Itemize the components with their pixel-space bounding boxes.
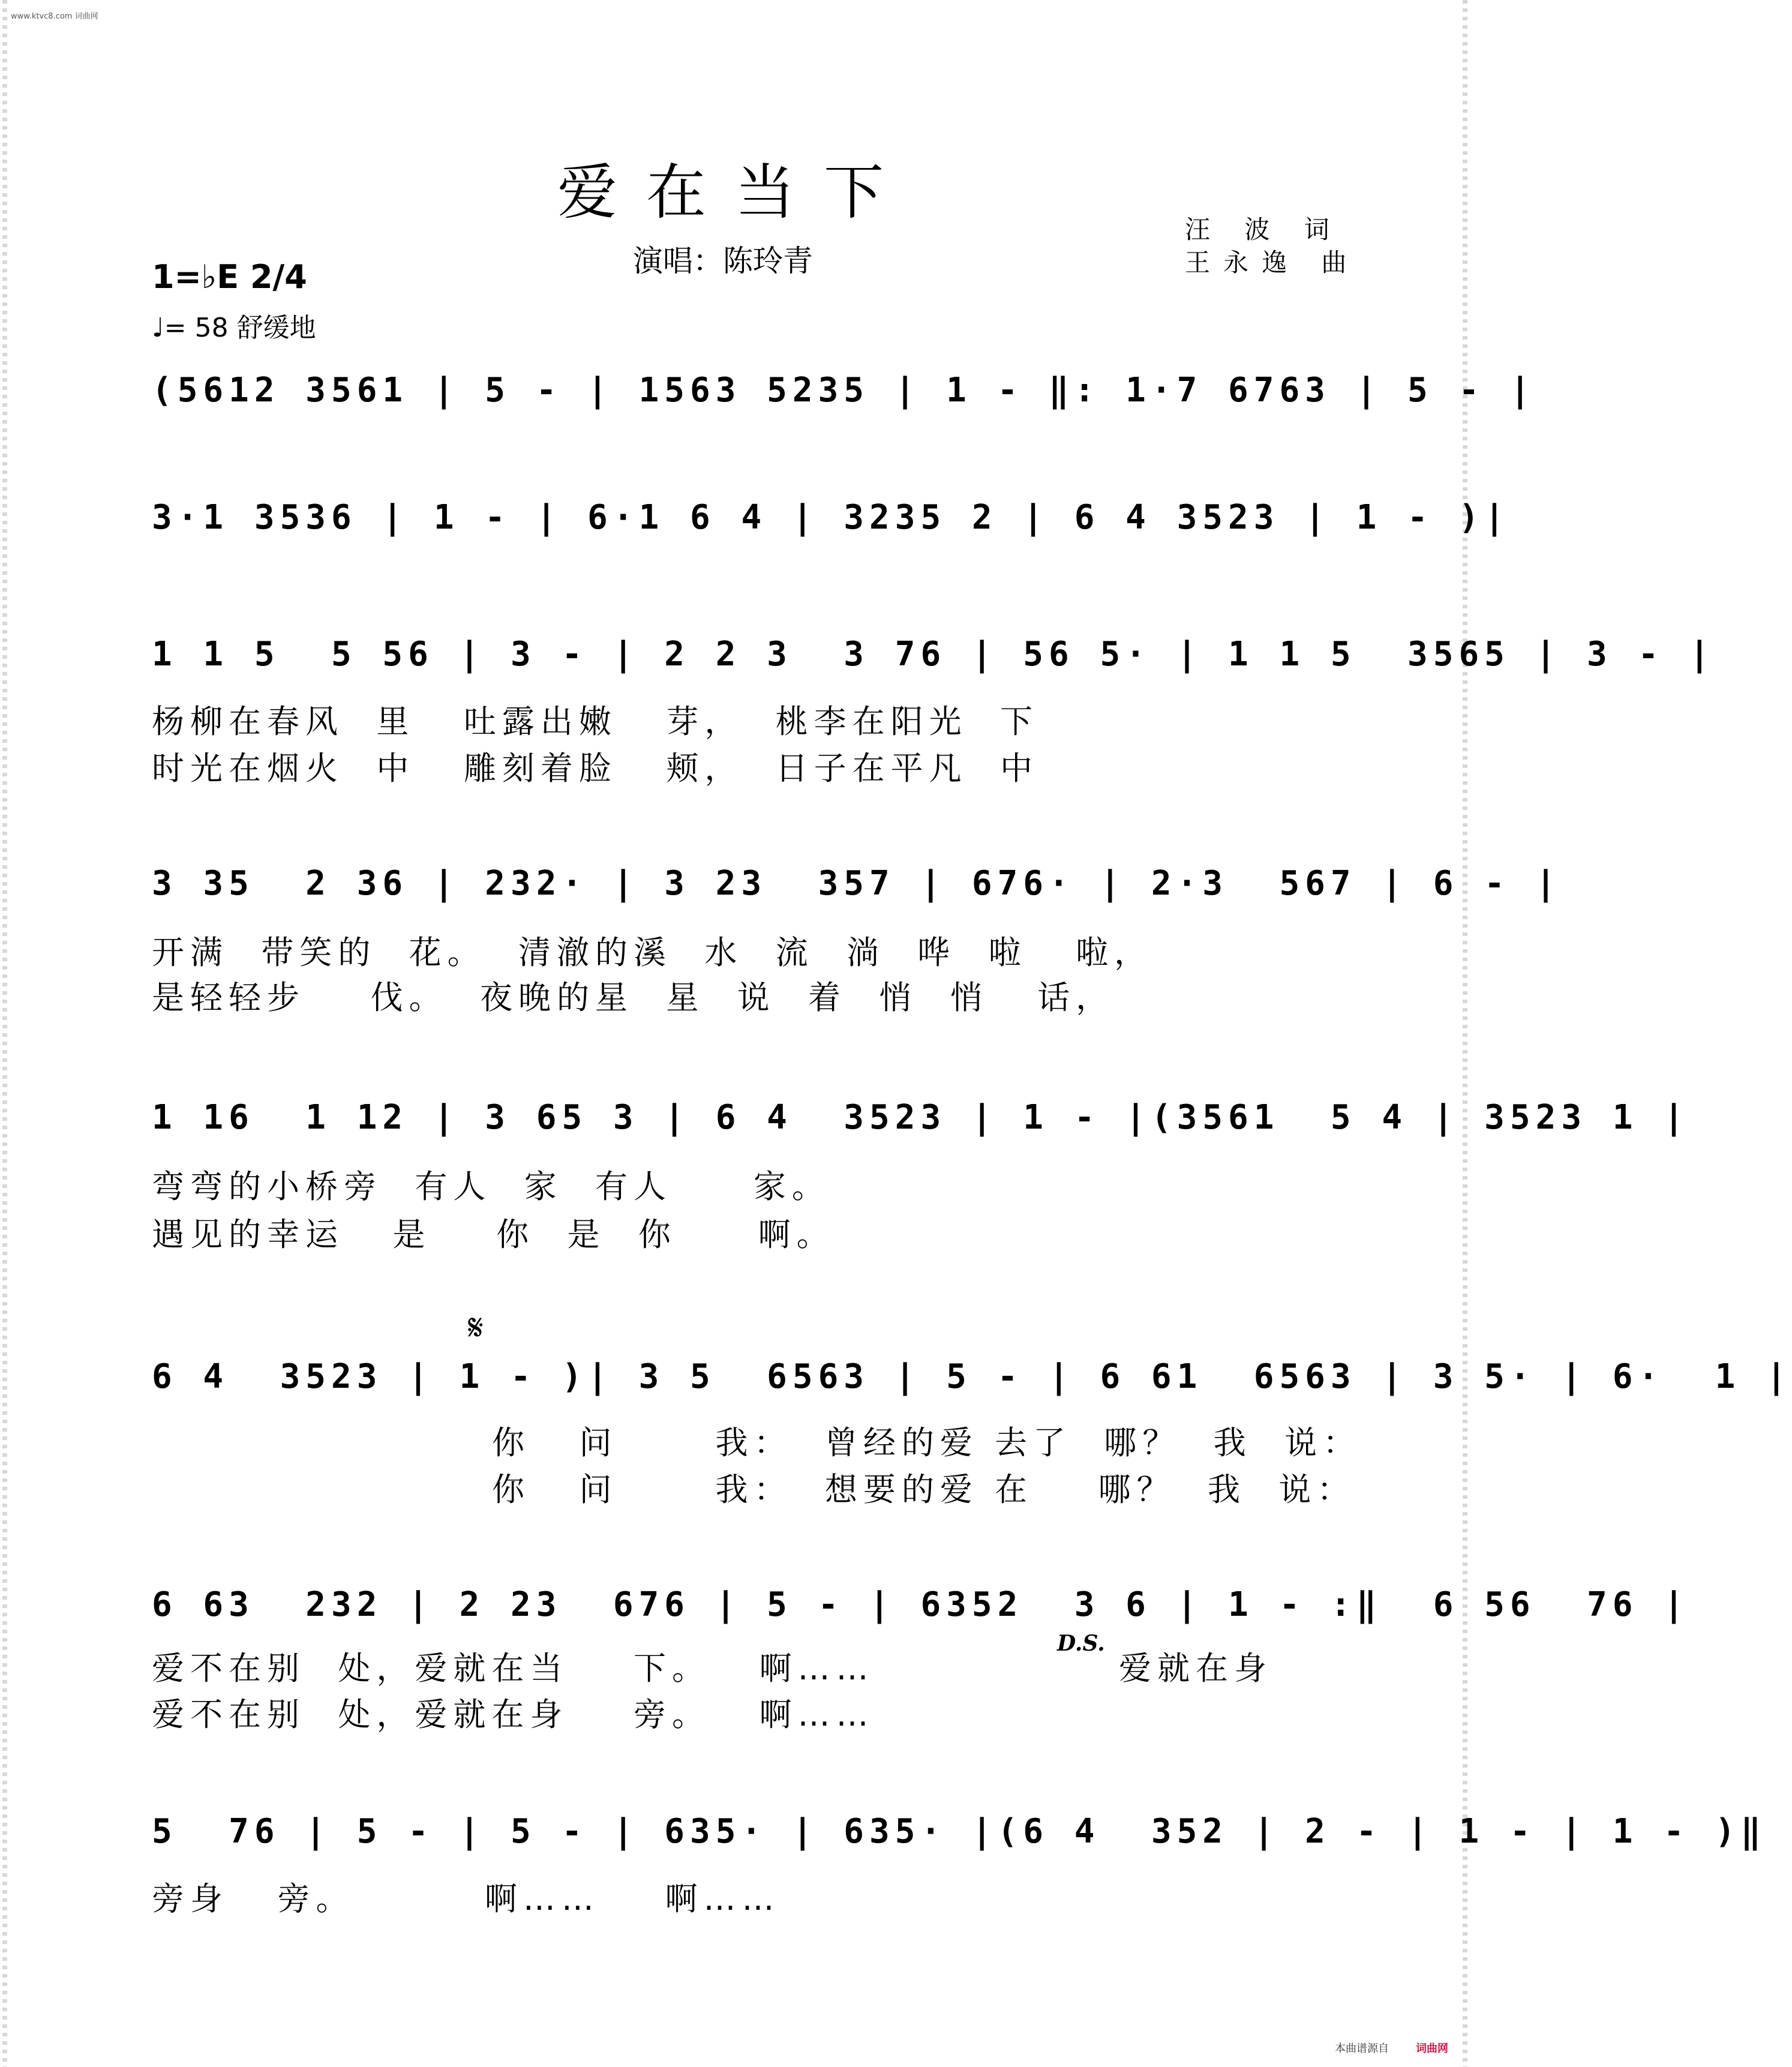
notation-line-8: 5 76 | 5 - | 5 - | 635· | 635· |(6 4 352 | 2 - | 1 - | 1 - )‖ <box>152 1812 1767 1851</box>
lyric-line-3-verse-2: 时光在烟火 中 雕刻着脸 颊， 日子在平凡 中 <box>152 749 1038 787</box>
right-border-strip <box>1463 0 1467 2067</box>
lyric-line-7-verse-1: 爱不在别 处，爱就在当 下。 啊…… <box>152 1649 875 1687</box>
lyric-line-3-verse-1: 杨柳在春风 里 吐露出嫩 芽， 桃李在阳光 下 <box>152 703 1038 740</box>
notation-line-5: 1 16 1 12 | 3 65 3 | 6 4 3523 | 1 - |(3561 5 4 | 3523 1 | <box>152 1098 1689 1137</box>
notation-line-2: 3·1 3536 | 1 - | 6·1 6 4 | 3235 2 | 6 4 3523 | 1 - )| <box>152 498 1510 537</box>
key-signature: 1=♭E 2/4 <box>152 258 307 296</box>
lyric-line-4-verse-2: 是轻轻步 伐。 夜晚的星 星 说 着 悄 悄 话， <box>152 979 1115 1016</box>
lyric-line-6-verse-2: 你 问 我： 想要的爱 在 哪？ 我 说： <box>492 1471 1356 1508</box>
lyric-line-6-verse-1: 你 问 我： 曾经的爱 去了 哪？ 我 说： <box>492 1424 1361 1462</box>
composer-credit: 王永逸 曲 <box>1185 248 1360 277</box>
ds-mark: D.S. <box>1057 1631 1105 1656</box>
notation-line-6: 6 4 3523 | 1 - )| 3 5 6563 | 5 - | 6 61 6563 | 3 5· | 6· 1 | <box>152 1357 1792 1396</box>
lyric-line-8: 旁身 旁。 啊…… 啊…… <box>152 1880 781 1918</box>
site-header: www.ktvc8.com 词曲网 <box>11 12 98 21</box>
notation-line-3: 1 1 5 5 56 | 3 - | 2 2 3 3 76 | 56 5· | 1 1 5 3565 | 3 - | <box>152 635 1715 674</box>
lyric-line-7-verse-2: 爱不在别 处，爱就在身 旁。 啊…… <box>152 1696 875 1733</box>
singer-credit: 演唱：陈玲青 <box>633 244 813 278</box>
footer-source: 本曲谱源自 <box>1335 2042 1389 2055</box>
left-border-strip <box>2 0 7 2067</box>
lyric-line-5-verse-1: 弯弯的小桥旁 有人 家 有人 家。 <box>152 1168 830 1205</box>
notation-line-7: 6 63 232 | 2 23 676 | 5 - | 6352 3 6 | 1 - :‖ 6 56 76 | <box>152 1585 1689 1624</box>
segno-mark: 𝄋 <box>468 1307 484 1349</box>
lyricist-credit: 汪 波 词 <box>1185 215 1343 244</box>
lyric-line-5-verse-2: 遇见的幸运 是 你 是 你 啊。 <box>152 1216 835 1253</box>
song-title: 爱在当下 <box>557 157 912 227</box>
lyric-line-7-side: 爱就在身 <box>1119 1649 1272 1687</box>
tempo-marking: ♩= 58 舒缓地 <box>152 313 316 343</box>
notation-line-1: (5612 3561 | 5 - | 1563 5235 | 1 - ‖: 1·7 6763 | 5 - | <box>152 371 1536 410</box>
notation-line-4: 3 35 2 36 | 232· | 3 23 357 | 676· | 2·3 567 | 6 - | <box>152 864 1562 903</box>
footer-site: 词曲网 <box>1416 2042 1448 2055</box>
lyric-line-4-verse-1: 开满 带笑的 花。 清澈的溪 水 流 淌 哗 啦 啦， <box>152 934 1153 971</box>
